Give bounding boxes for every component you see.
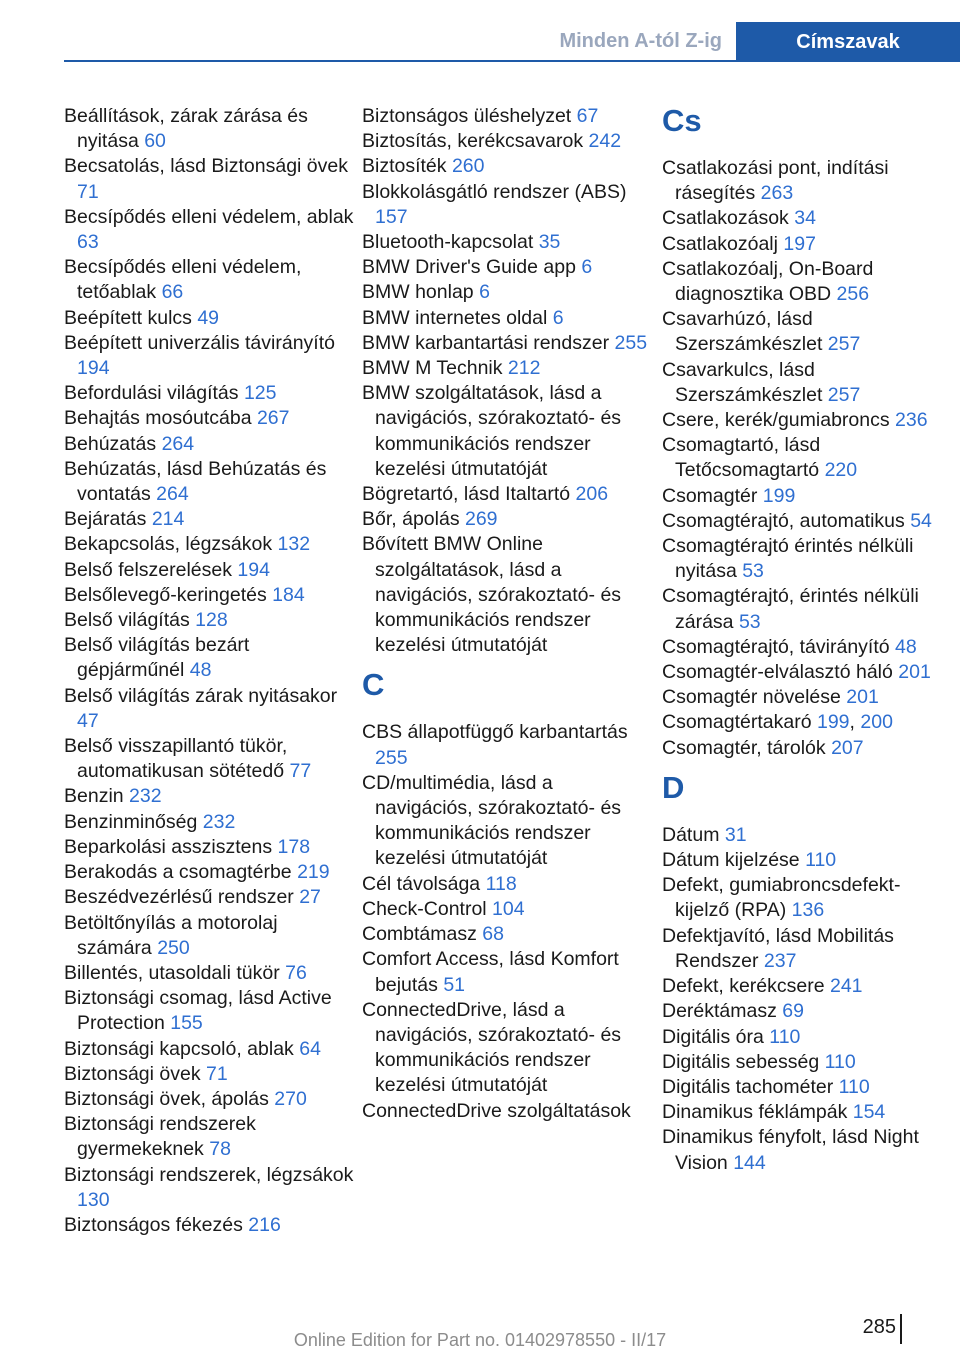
index-entry [362, 129, 652, 154]
page-reference-link[interactable]: 54 [910, 509, 932, 532]
index-entry [362, 532, 652, 658]
entry-text: BMW szolgáltatások, lásd a navigációs, szórakoztató- és kommunikációs rendszer kezelési útmutatóját [362, 382, 622, 480]
page-reference-link[interactable]: 242 [588, 130, 622, 153]
page-reference-link[interactable]: 256 [836, 283, 870, 306]
entry-text: Beszédvezérlésű rendszer [64, 886, 300, 909]
page-reference-link[interactable]: 184 [272, 583, 305, 606]
index-letter-heading: C [362, 667, 385, 703]
page-reference-link[interactable]: 250 [157, 936, 190, 959]
page-reference-link[interactable]: 199 [762, 484, 796, 507]
entry-text: CD/multimédia, lásd a navigációs, szórakoztató- és kommunikációs rendszer kezelési útmutatóját [362, 771, 622, 870]
index-entry [362, 280, 652, 305]
index-entry [662, 635, 952, 660]
page-reference-link[interactable]: 125 [243, 382, 277, 405]
entry-text: Csatlakozási pont, indítási rásegítés [662, 157, 889, 205]
page-header [0, 0, 960, 62]
page-reference-link[interactable]: 47 [77, 709, 99, 732]
entry-text: Benzinminőség [64, 810, 203, 833]
entry-text: Deréktámasz [662, 1000, 783, 1023]
entry-text: Digitális tachométer [662, 1075, 839, 1098]
page-reference-link[interactable]: 110 [805, 849, 837, 872]
page-reference-link[interactable]: 67 [576, 105, 599, 127]
page-reference-link[interactable]: 60 [144, 130, 166, 153]
index-entry [64, 1112, 354, 1162]
entry-text: Betöltőnyílás a motorolaj számára [64, 911, 278, 959]
page-reference-link[interactable]: 206 [575, 483, 609, 506]
index-letter-heading: D [662, 769, 685, 805]
page-reference-link[interactable]: 237 [763, 949, 797, 972]
entry-text: Beépített univerzális távirányító [64, 331, 335, 354]
entry-text: Berakodás a csomagtérbe [64, 861, 298, 884]
section-title: Minden A-tól Z-ig [559, 30, 722, 52]
index-entry [362, 255, 652, 280]
entry-text: Defekt, kerékcsere [662, 975, 830, 998]
index-entry: Csomagtértakaró 199, 200 [662, 711, 893, 734]
entry-text: Beállítások, zárak zárása és nyitása [64, 105, 308, 153]
index-entry [64, 810, 354, 835]
page-reference-link[interactable]: 136 [791, 899, 825, 922]
index-entry [662, 873, 952, 923]
index-entry [64, 255, 354, 305]
index-entry [362, 771, 652, 872]
entry-text: Biztonsági övek, ápolás [64, 1087, 275, 1110]
entry-text: Biztonsági rendszerek gyermekeknek [64, 1113, 256, 1161]
entry-text: Digitális óra [662, 1025, 770, 1048]
page-reference-link[interactable]: 219 [297, 861, 330, 884]
page-reference-link[interactable]: 236 [895, 409, 928, 432]
page-reference-link[interactable]: 31 [724, 823, 747, 846]
index-entry [362, 306, 652, 331]
index-entry [662, 257, 952, 307]
page-reference-link[interactable]: 155 [170, 1012, 203, 1035]
entry-text: Bővített BMW Online szolgáltatások, lásd a navigációs, szórakoztató- és kommunikációs rendszer kezelési útmutatóját [362, 533, 622, 657]
page-reference-link[interactable]: 220 [824, 459, 858, 482]
page-reference-link[interactable]: 110 [824, 1050, 856, 1073]
index-entry [662, 433, 952, 483]
entry-text: Csere, kerék/gumiabroncs [662, 409, 896, 432]
entry-text: Befordulási világítás [64, 382, 244, 405]
page-reference-link[interactable]: 110 [838, 1075, 870, 1098]
page-reference-link[interactable]: 6 [552, 306, 564, 329]
entry-text: Csatlakozások [662, 207, 795, 230]
entry-text: Csomagtér [662, 484, 763, 507]
page-reference-link[interactable]: 255 [375, 746, 408, 769]
index-entry [64, 684, 354, 734]
entry-text: Dinamikus féklámpák [662, 1101, 853, 1124]
entry-text: Benzin [64, 785, 130, 808]
index-column-2 [362, 104, 652, 1124]
entry-text: Cél távolsága [362, 872, 486, 895]
index-entry [362, 381, 652, 482]
index-letter-heading: Cs [662, 103, 702, 138]
entry-text: Csomagtérajtó, automatikus [662, 509, 911, 532]
index-entry [362, 897, 652, 922]
index-entry [64, 986, 354, 1036]
entry-text: Defekt, gumiabroncsdefekt-kijelző (RPA) [662, 874, 901, 922]
index-entry [662, 206, 952, 231]
index-entry [362, 720, 652, 770]
page-reference-link[interactable]: 71 [206, 1062, 228, 1085]
page-reference-link[interactable]: 267 [256, 407, 290, 430]
page-reference-link[interactable]: 178 [277, 835, 311, 858]
page-reference-link[interactable]: 77 [289, 760, 312, 783]
page-reference-link[interactable]: 132 [277, 533, 311, 556]
entry-text: Behajtás mosóutcába [64, 407, 257, 430]
entry-text: Becsípődés elleni védelem, ablak [64, 205, 354, 228]
page-reference-link[interactable]: 53 [742, 560, 764, 583]
page-reference-link[interactable]: 104 [492, 897, 525, 920]
index-entry [362, 104, 652, 129]
entry-text: Csomagtérajtó, érintés nélküli zárása [662, 585, 919, 633]
index-entry [362, 922, 652, 947]
entry-text: Biztonságos üléshelyzet [362, 105, 577, 127]
index-entry [662, 358, 952, 408]
index-column-1 [64, 104, 354, 1238]
page-reference-link[interactable]: 264 [156, 483, 189, 506]
entry-text: BMW karbantartási rendszer [362, 331, 615, 354]
entry-text: Bluetooth-kapcsolat [362, 231, 539, 254]
index-entry [662, 999, 952, 1024]
page-reference-link[interactable]: 130 [77, 1188, 110, 1211]
page-reference-link[interactable]: 48 [189, 659, 212, 682]
index-entry [362, 230, 652, 255]
page-reference-link[interactable]: 71 [77, 180, 99, 203]
entry-text: BMW M Technik [362, 357, 508, 380]
index-entry [64, 860, 354, 885]
index-entry [362, 507, 652, 532]
entry-text: Bekapcsolás, légzsákok [64, 533, 278, 556]
page-reference-link[interactable]: 157 [375, 205, 408, 228]
page-reference-link[interactable]: 241 [829, 975, 863, 998]
entry-text: Csatlakozóalj [662, 232, 784, 255]
entry-text: Dátum kijelzése [662, 849, 806, 872]
header-rule [64, 60, 960, 62]
entry-text: Beparkolási asszisztens [64, 835, 278, 858]
index-entry [362, 482, 652, 507]
page-reference-link[interactable]: 66 [161, 281, 184, 304]
index-entry [662, 408, 952, 433]
entry-text: Check-Control [362, 897, 493, 920]
page-reference-link[interactable]: 199 [816, 711, 850, 734]
page-reference-link[interactable]: 212 [507, 357, 541, 380]
entry-text: Csavarhúzó, lásd Szerszámkészlet [662, 308, 828, 356]
entry-text: Biztonsági csomag, lásd Active Protection [64, 987, 332, 1035]
page-reference-link[interactable]: 197 [783, 232, 816, 255]
entry-text: Belső felszerelések [64, 558, 238, 581]
entry-text: Belső világítás bezárt gépjárműnél [64, 634, 250, 682]
entry-text: Csavarkulcs, lásd Szerszámkészlet [662, 358, 828, 406]
index-entry [662, 534, 952, 584]
page-reference-link[interactable]: 76 [285, 961, 307, 984]
index-entry [662, 307, 952, 357]
page-reference-link[interactable]: 264 [161, 432, 195, 455]
index-entry [64, 583, 354, 608]
index-entry [64, 406, 354, 431]
index-entry [662, 1125, 952, 1175]
page-reference-link[interactable]: 194 [237, 558, 270, 581]
page-reference-link[interactable]: 6 [581, 256, 593, 279]
index-entry [662, 924, 952, 974]
index-entry [64, 1163, 354, 1213]
index-entry [64, 784, 354, 809]
entry-text: Billentés, utasoldali tükör [64, 961, 286, 984]
entry-text: Dinamikus fényfolt, lásd Night Vision [662, 1126, 919, 1174]
index-entry [662, 1050, 952, 1075]
page-reference-link[interactable]: 63 [77, 231, 99, 254]
page-reference-link[interactable]: 257 [827, 333, 861, 356]
entry-text: Biztonsági rendszerek, légzsákok [64, 1163, 354, 1186]
page-reference-link[interactable]: 64 [299, 1037, 321, 1060]
page-reference-link[interactable]: 27 [299, 886, 321, 909]
entry-text: Csomagtér, tárolók [662, 736, 832, 759]
index-entry [64, 1062, 354, 1087]
page-number: 285 [862, 1316, 896, 1338]
entry-text: Csomagtérajtó, távirányító [662, 635, 896, 658]
index-entry [662, 232, 952, 257]
entry-text: Biztonsági kapcsoló, ablak [64, 1037, 300, 1060]
index-entry [64, 961, 354, 986]
index-entry [64, 558, 354, 583]
index-entry [362, 331, 652, 356]
index-entry [64, 608, 354, 633]
entry-text: Beépített kulcs [64, 306, 198, 329]
entry-text: Comfort Access, lásd Komfort bejutás [362, 948, 619, 996]
page-reference-link[interactable]: 118 [485, 872, 517, 895]
index-entry [64, 205, 354, 255]
entry-text: Digitális sebesség [662, 1050, 825, 1073]
entry-text: Bögretartó, lásd Italtartó [362, 483, 576, 506]
page-reference-link[interactable]: 263 [760, 182, 794, 205]
page-reference-link[interactable]: 269 [464, 508, 498, 531]
page-reference-link[interactable]: 201 [846, 686, 879, 709]
page-reference-link[interactable]: 232 [129, 785, 162, 808]
page-reference-link[interactable]: 78 [209, 1138, 231, 1161]
index-entry [662, 1100, 952, 1125]
entry-text: ConnectedDrive, lásd a navigációs, szórakoztató- és kommunikációs rendszer kezelési útmutatóját [362, 998, 622, 1097]
index-entry [64, 734, 354, 784]
index-entry [64, 507, 354, 532]
entry-text: Becsatolás, lásd Biztonsági övek [64, 155, 348, 178]
page-reference-link[interactable]: 110 [769, 1025, 801, 1048]
entry-text: Belső visszapillantó tükör, automatikusan sötétedő [64, 735, 290, 783]
index-entry [64, 1037, 354, 1062]
page-reference-link[interactable]: 270 [274, 1087, 307, 1110]
entry-text: Bőr, ápolás [362, 508, 465, 531]
edition-note: Online Edition for Part no. 01402978550 - II/17 [293, 1330, 667, 1350]
chapter-tab: Címszavak [736, 22, 960, 62]
entry-text: ConnectedDrive szolgáltatások [362, 1099, 631, 1122]
index-entry [64, 633, 354, 683]
page-reference-link[interactable]: 260 [451, 155, 485, 178]
page-reference-link[interactable]: 214 [151, 508, 185, 531]
page-reference-link[interactable]: 144 [733, 1151, 766, 1174]
page-reference-link[interactable]: 257 [827, 383, 861, 406]
index-entry [662, 156, 952, 206]
index-entry [662, 974, 952, 999]
page-reference-link[interactable]: 68 [482, 923, 504, 946]
page-reference-link[interactable]: 207 [831, 736, 864, 759]
index-entry [64, 885, 354, 910]
index-entry [362, 872, 652, 897]
entry-text: BMW honlap [362, 281, 480, 304]
entry-text: Belső világítás [64, 609, 196, 632]
index-entry [64, 911, 354, 961]
page-reference-link[interactable]: 69 [782, 1000, 804, 1023]
entry-text: Biztonságos fékezés [64, 1213, 249, 1236]
page-reference-link[interactable]: 48 [895, 635, 917, 658]
index-entry [662, 660, 952, 685]
index-entry [64, 532, 354, 557]
index-entry [662, 484, 952, 509]
entry-text: Bejáratás [64, 508, 152, 531]
page-reference-link[interactable]: 35 [538, 231, 561, 254]
entry-text: Csomagtér növelése [662, 686, 847, 709]
page-reference-link[interactable]: 51 [443, 973, 466, 996]
entry-text: Biztonsági övek [64, 1062, 206, 1085]
page-reference-link[interactable]: 154 [852, 1101, 886, 1124]
index-entry [64, 331, 354, 381]
index-column-3 [662, 104, 952, 1176]
index-entry [64, 457, 354, 507]
entry-text: Becsípődés elleni védelem, tetőablak [64, 256, 302, 304]
index-entry [362, 998, 652, 1099]
index-entry [362, 180, 652, 230]
index-entry [662, 509, 952, 534]
index-entry [362, 356, 652, 381]
entry-text: Dátum [662, 823, 725, 846]
entry-text: Belsőlevegő-keringetés [64, 583, 273, 606]
entry-text: BMW internetes oldal [362, 306, 553, 329]
entry-text: Biztosítás, kerékcsavarok [362, 130, 589, 153]
page-reference-link[interactable]: 128 [195, 609, 228, 632]
entry-text: Blokkolásgátló rendszer (ABS) [362, 180, 627, 203]
index-entry [662, 823, 952, 848]
entry-text: BMW Driver's Guide app [362, 256, 582, 279]
page-reference-link[interactable]: 255 [614, 331, 648, 354]
index-entry [662, 736, 952, 761]
entry-text: Behúzatás, lásd Behúzatás és vontatás [64, 457, 327, 506]
index-entry [662, 1025, 952, 1050]
entry-text: Belső világítás zárak nyitásakor [64, 684, 338, 707]
entry-text: Csomagtértakaró [662, 711, 817, 734]
entry-text: Biztosíték [362, 155, 452, 178]
index-entry [64, 835, 354, 860]
entry-text: Csomagtartó, lásd Tetőcsomagtartó [662, 434, 825, 482]
index-entry [64, 154, 354, 204]
index-entry [662, 685, 952, 710]
page-reference-link[interactable]: 49 [197, 306, 220, 329]
index-entry [64, 306, 354, 331]
index-entry [64, 104, 354, 154]
index-entry [362, 1099, 652, 1124]
entry-text: Csomagtérajtó érintés nélküli nyitása [662, 535, 914, 583]
page-reference-link[interactable]: 6 [479, 281, 490, 304]
page-reference-link[interactable]: 216 [248, 1213, 281, 1236]
index-entry [362, 154, 652, 179]
page-reference-link[interactable]: 232 [202, 810, 236, 833]
index-entry [362, 947, 652, 997]
entry-text: Behúzatás [64, 432, 162, 455]
entry-text: CBS állapotfüggő karbantartás [362, 721, 628, 744]
entry-text: Csatlakozóalj, On-Board diagnosztika OBD [662, 257, 874, 306]
index-entry [64, 1213, 354, 1238]
page-reference-link[interactable]: 200 [860, 711, 893, 734]
index-entry [64, 432, 354, 457]
page-reference-link[interactable]: 53 [738, 610, 761, 633]
entry-text: Combtámasz [362, 923, 483, 946]
index-entry [64, 1087, 354, 1112]
index-entry [662, 1075, 952, 1100]
entry-text: Csomagtér-elválasztó háló [662, 661, 899, 684]
page-reference-link[interactable]: 194 [77, 357, 110, 380]
index-entry [662, 584, 952, 634]
index-entry [662, 848, 952, 873]
entry-text: Defektjavító, lásd Mobilitás Rendszer [662, 924, 894, 972]
page-reference-link[interactable]: 201 [898, 661, 931, 684]
page-reference-link[interactable]: 34 [794, 207, 816, 230]
index-entry [64, 381, 354, 406]
